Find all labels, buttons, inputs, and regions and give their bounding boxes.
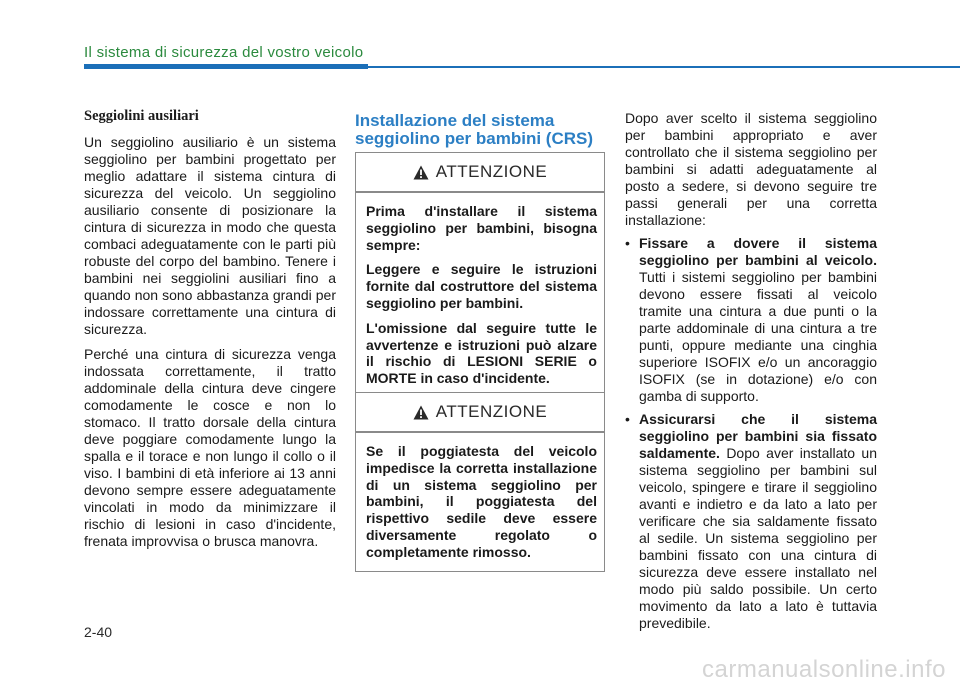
installation-intro: Dopo aver scelto il sistema seggiolino per bambini appropriato e aver controllato che il sistema seggiolino per bambini si adatti adeguatamente al posto a sedere, si devono seguire tre passi generali per una corretta installazione:: [625, 110, 877, 228]
section-header-title: Il sistema di sicurezza del vostro veicolo: [84, 44, 364, 61]
warning-1-paragraph-3: L'omissione dal seguire tutte le avvertenze e istruzioni può alzare il rischio di LESIONI SERIE o MORTE in caso d'incidente.: [366, 319, 597, 387]
booster-paragraph-2: Perché una cintura di sicurezza venga indossata correttamente, il tratto addominale della cintura deve cingere comodamente le cosce e non lo stomaco. Il tratto dorsale della cintura deve poggiare comodamente lungo la spalla e il torace e non lungo il collo o il viso. I bambini di età inferiore ai 13 anni devono sempre essere adeguatamente vincolati in modo da minimizzare il rischio di lesioni in caso d'incidente, frenata improvvisa o brusca manovra.: [84, 346, 336, 549]
warning-box-1-title: ATTENZIONE: [435, 162, 548, 181]
column-right: [625, 110, 877, 638]
warning-triangle-icon: [413, 405, 429, 420]
warning-1-paragraph-2: Leggere e seguire le istruzioni fornite dal costruttore del sistema seggiolino per bambini.: [366, 261, 597, 311]
warning-2-paragraph-1: Se il poggiatesta del veicolo impedisce la corretta installazione di un sistema seggiolino per bambini, il poggiatesta del rispettivo sedile deve essere diversamente regolato o completamente rimosso.: [366, 443, 597, 560]
header-accent-bar: [84, 64, 368, 69]
warning-box-1-header: [356, 153, 604, 191]
step-2-text: Dopo aver installato un sistema seggiolino per bambini sul veicolo, spingere e tirare il seggiolino avanti e indietro e da lato a lato per verificare che sia saldamente fissato al sedile. Un sistema seggiolino per bambini fissato con una cintura di sicurezza deve essere installato nel modo più saldo possibile. Un certo movimento da lato a lato è tuttavia prevedibile.: [639, 445, 877, 631]
installation-section-title: Installazione del sistema seggiolino per bambini (CRS): [355, 111, 594, 148]
warning-box-2: [355, 392, 605, 572]
step-1-text: Tutti i sistemi seggiolino per bambini devono essere fissati al veicolo tramite una cintura a due punti o la parte addominale di una cintura a tre punti, oppure mediante una cinghia superiore ISOFIX e/o un ancoraggio ISOFIX (se in dotazione) e/o con gamba di supporto.: [639, 269, 877, 404]
site-watermark: carmanualsonline.info: [702, 656, 946, 683]
list-item: [625, 411, 877, 632]
warning-box-1: [355, 152, 605, 398]
bullet-icon: •: [625, 235, 630, 251]
column-left: [84, 108, 336, 558]
bullet-icon: •: [625, 411, 630, 427]
booster-paragraph-1: Un seggiolino ausiliario è un sistema seggiolino per bambini progettato per meglio adattare il sistema cintura di sicurezza del veicolo. Un seggiolino ausiliario consente di posizionare la cintura di sicurezza in modo che questa combaci adeguatamente con le parti più robuste del corpo del bambino. Tenere i bambini nei seggiolini ausiliari fino a quando non sono abbastanza grandi per indossare correttamente una cintura di sicurezza.: [84, 134, 336, 337]
list-item: [625, 235, 877, 405]
page-number: 2-40: [84, 624, 113, 640]
warning-box-1-body: [356, 193, 604, 397]
warning-box-2-body: [356, 433, 604, 571]
column-middle-title: [355, 112, 605, 148]
header-rule: [368, 66, 960, 68]
step-1-bold: Fissare a dovere il sistema seggiolino per bambini al veicolo.: [639, 235, 877, 268]
booster-seat-heading: Seggiolini ausiliari: [84, 108, 199, 124]
warning-triangle-icon: [413, 165, 429, 180]
installation-steps-list: [625, 235, 877, 632]
warning-box-2-header: [356, 393, 604, 431]
warning-1-paragraph-1: Prima d'installare il sistema seggiolino per bambini, bisogna sempre:: [366, 203, 597, 253]
step-2-bold: Assicurarsi che il sistema seggiolino per bambini sia fissato saldamente.: [639, 411, 877, 461]
warning-box-2-title: ATTENZIONE: [435, 402, 548, 421]
